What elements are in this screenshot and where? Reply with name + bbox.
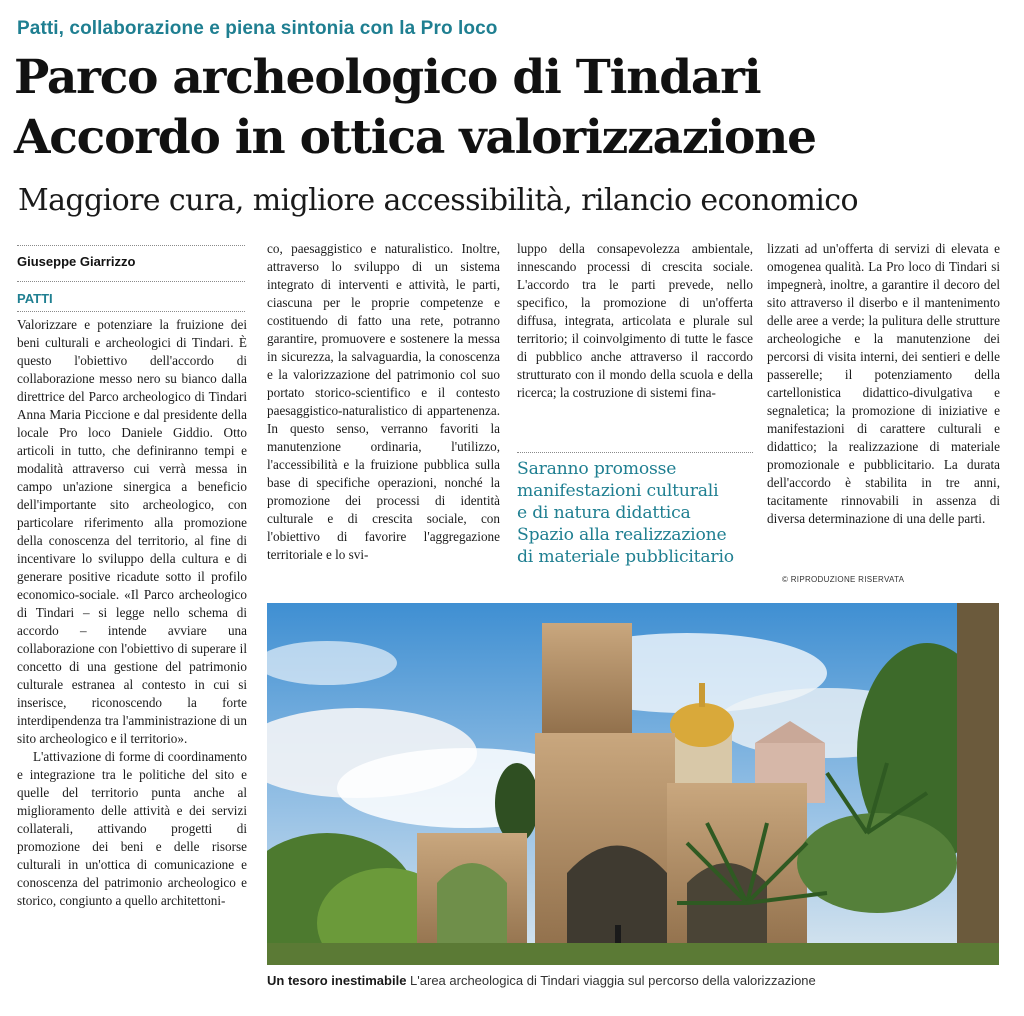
photo-caption: [267, 973, 816, 988]
byline: Giuseppe Giarrizzo: [17, 254, 136, 269]
pull-quote-line: e di natura didattica: [517, 503, 691, 523]
caption-text: L'area archeologica di Tindari viaggia sul percorso della valorizzazione: [410, 973, 816, 988]
paragraph: Valorizzare e potenziare la fruizione dei beni culturali e archeologici di Tindari. È questo l'obiettivo dell'accordo di collaborazione messo nero su bianco dalla direttrice del Parco archeologico di Tindari Anna Maria Piccione e dal presidente della locale Pro loco Daniele Giddio. Otto articoli in tutto, che definiranno tempi e modalità attraverso cui verrà messa in campo un'azione sinergica a beneficio dell'importante sito archeologico, con particolare riferimento alla promozione della conoscenza del territorio, al fine di incentivare lo sviluppo della cultura e di generare positive ricadute sotto il profilo economico-sociale. «Il Parco archeologico di Tindari – si legge nello schema di accordo – intende avviare una collaborazione con l'obiettivo di superare il concetto di una gestione del patrimonio culturale estranea al contesto in cui si inserisce, riconoscendo la forte interdipendenza tra l'amministrazione di un sito archeologico e il territorio».: [17, 317, 247, 746]
article-photo: [267, 603, 999, 965]
article-column-1: [17, 316, 247, 910]
paragraph: co, paesaggistico e naturalistico. Inoltre, attraverso lo sviluppo di un sistema integrato di interventi e attività, le parti, ciascuna per le proprie competenze e costituendo di fatto una rete, potranno garantire, promuovere e sostenere la messa in sicurezza, la salvaguardia, la conoscenza e la valorizzazione del patrimonio col suo portato storico-scientifico e il contesto paesaggistico-naturalistico di appartenenza. In questo senso, verranno favoriti la manutenzione ordinaria, l'utilizzo, l'accessibilità e la fruizione pubblica sulla base di specifiche operazioni, nonché la promozione dei processi di identità culturale e di crescita sociale, con l'obiettivo di favorire l'aggregazione territoriale e lo svi-: [267, 241, 500, 562]
paragraph: lizzati ad un'offerta di servizi di elevata e omogenea qualità. La Pro loco di Tindari si impegnerà, inoltre, a garantire il decoro del sito attraverso il diserbo e il mantenimento delle aree a verde; la pulitura delle strutture archeologiche e la manutenzione dei percorsi di visita interni, dei sentieri e delle passerelle; il potenziamento della cartellonistica didattico-divulgativa e segnaletica; la promozione di iniziative e manifestazioni di carattere culturali e didattico; la realizzazione di materiale promozionale e pubblicitario. La durata dell'accordo è stabilita in tre anni, tacitamente rinnovabili in assenza di diversa determinazione di una delle parti.: [767, 241, 1000, 526]
headline-line-2: Accordo in ottica valorizzazione: [14, 110, 816, 165]
divider: [17, 281, 245, 282]
headline: [14, 48, 1014, 168]
copyright-notice: © RIPRODUZIONE RISERVATA: [782, 575, 905, 584]
pull-quote-line: manifestazioni culturali: [517, 481, 719, 501]
dateline-place: PATTI: [17, 291, 53, 306]
divider: [517, 452, 753, 453]
article-column-3: [517, 240, 753, 402]
divider: [17, 245, 245, 246]
article-column-2: [267, 240, 500, 564]
pull-quote-line: Saranno promosse: [517, 459, 677, 479]
caption-title: Un tesoro inestimabile: [267, 973, 407, 988]
headline-line-1: Parco archeologico di Tindari: [14, 50, 761, 105]
pull-quote: [517, 458, 755, 568]
paragraph: L'attivazione di forme di coordinamento e integrazione tra le politiche del sito e quelle del territorio punta anche al miglioramento delle attività e dei servizi collaterali, attivando progetti di promozione dei beni e delle risorse culturali in un'ottica di comunicazione e conoscenza del patrimonio archeologico e storico, congiunto a quello architettoni-: [17, 749, 247, 908]
article-column-4: [767, 240, 1000, 528]
paragraph: luppo della consapevolezza ambientale, innescando processi di crescita sociale. L'accordo tra le parti prevede, nello specifico, la promozione di un'offerta diffusa, integrata, articolata e plurale sul territorio; il coinvolgimento di tutte le fasce di pubblico anche attraverso il raccordo strutturato con il mondo della scuola e della ricerca; la costruzione di sistemi fina-: [517, 241, 753, 400]
subheadline: Maggiore cura, migliore accessibilità, rilancio economico: [18, 183, 858, 218]
kicker: Patti, collaborazione e piena sintonia con la Pro loco: [17, 18, 498, 39]
divider: [17, 311, 245, 312]
pull-quote-line: di materiale pubblicitario: [517, 547, 734, 567]
pull-quote-line: Spazio alla realizzazione: [517, 525, 727, 545]
